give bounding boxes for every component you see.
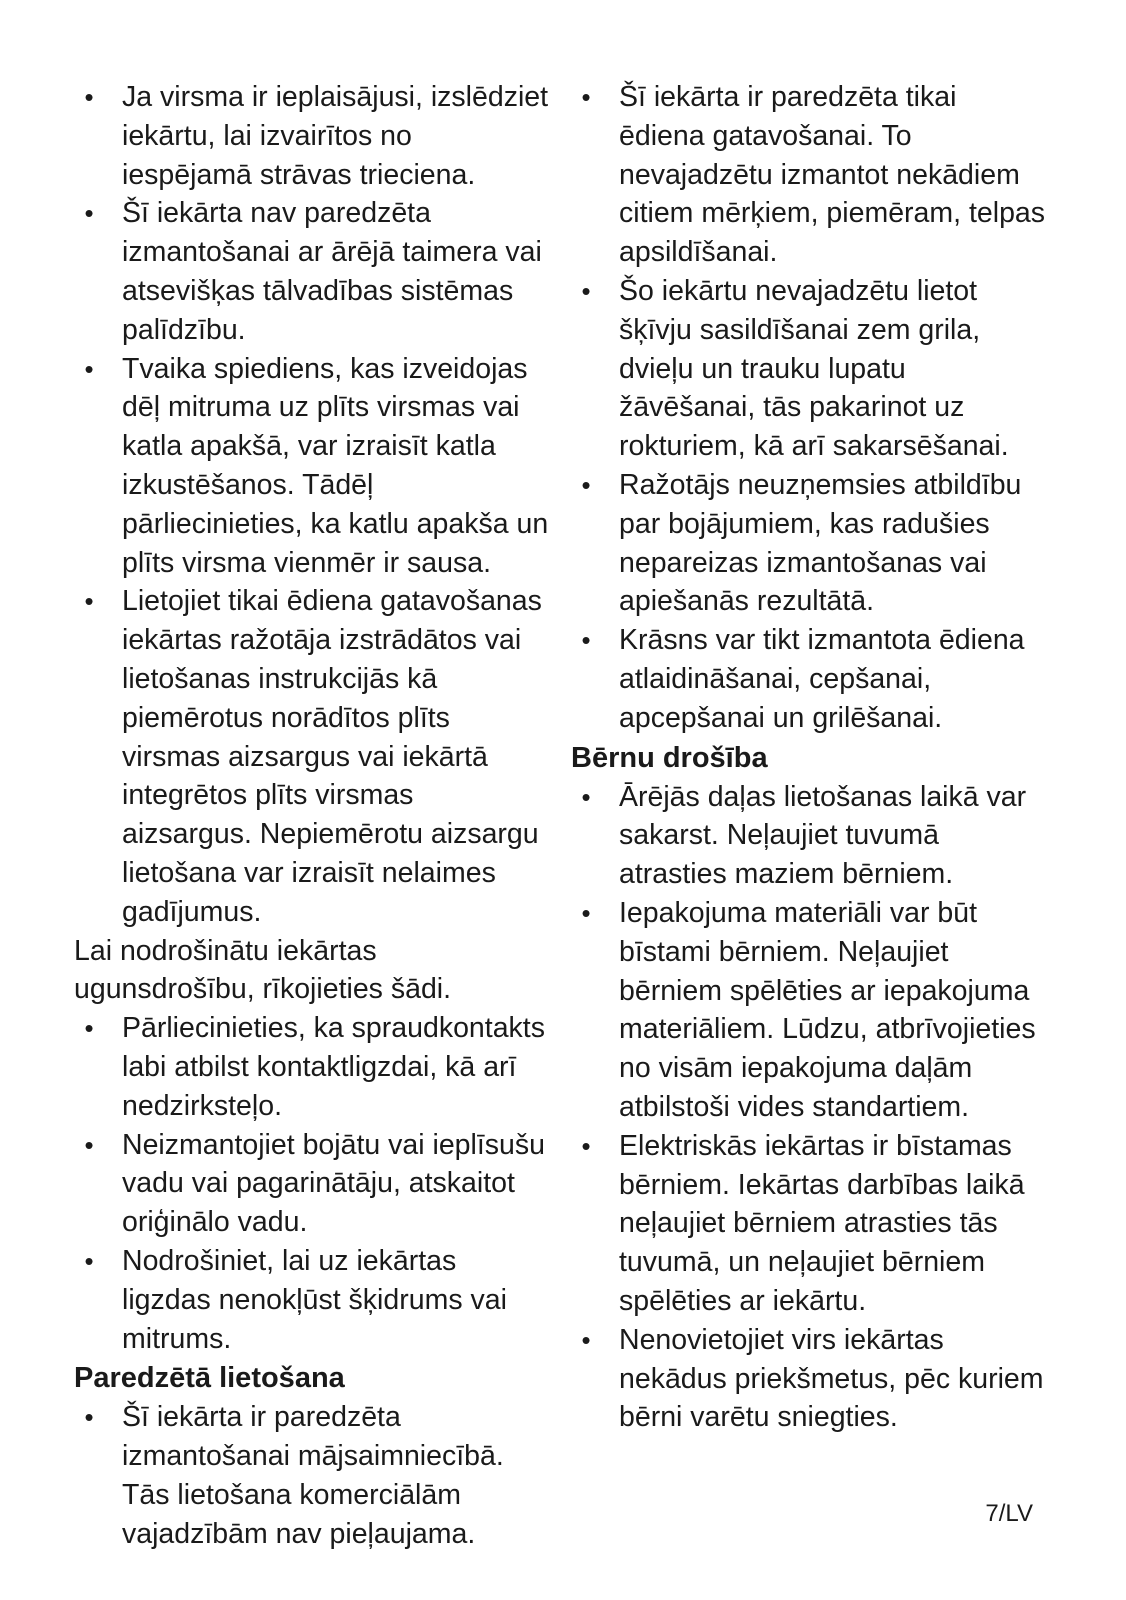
list-item <box>74 350 549 583</box>
fire-safety-paragraph: Lai nodrošinātu iekārtas ugunsdrošību, rīkojieties šādi. <box>74 934 452 1006</box>
list-item <box>571 1127 1046 1321</box>
list-item-text: Nenovietojiet virs iekārtas nekādus priekšmetus, pēc kuriem bērni varētu sniegties. <box>619 1323 1044 1434</box>
list-item-text: Neizmantojiet bojātu vai ieplīsušu vadu vai pagarinātāju, atskaitot oriģinālo vadu. <box>122 1128 545 1239</box>
list-item-text: Tvaika spiediens, kas izveidojas dēļ mitruma uz plīts virsmas vai katla apakšā, var izraisīt katla izkustēšanos. Tādēļ pārliecinieties, ka katlu apakša un plīts virsma vienmēr ir sausa. <box>122 352 549 579</box>
bullet-list <box>74 1009 549 1358</box>
bullet-icon: • <box>84 1245 94 1276</box>
bullet-icon: • <box>581 897 591 928</box>
list-item <box>74 78 549 194</box>
section-heading-child-safety: Bērnu drošība <box>571 741 768 774</box>
list-item <box>571 1321 1046 1437</box>
bullet-icon: • <box>84 198 94 229</box>
list-item <box>74 1009 549 1125</box>
list-item <box>571 466 1046 621</box>
bullet-icon: • <box>581 275 591 306</box>
bullet-icon: • <box>581 469 591 500</box>
list-item-text: Lietojiet tikai ēdiena gatavošanas iekārtas ražotāja izstrādātos vai lietošanas instrukcijās kā piemērotus norādītos plīts virsmas aizsargus vai iekārtā integrētos plīts virsmas aizsargus. Nepiemērotu aizsargu lietošana var izraisīt nelaimes gadījumus. <box>122 585 542 928</box>
list-item-text: Iepakojuma materiāli var būt bīstami bērniem. Neļaujiet bērniem spēlēties ar iepakojuma materiāliem. Lūdzu, atbrīvojieties no visām iepakojuma daļām atbilstoši vides standartiem. <box>619 896 1036 1123</box>
bullet-icon: • <box>84 353 94 384</box>
list-item <box>571 894 1046 1127</box>
list-item <box>74 194 549 349</box>
list-item-text: Šī iekārta ir paredzēta izmantošanai mājsaimniecībā. Tās lietošana komerciālām vajadzībām nav pieļaujama. <box>122 1401 504 1550</box>
list-item <box>571 78 1046 272</box>
bullet-icon: • <box>581 781 591 812</box>
list-item <box>571 778 1046 894</box>
list-item <box>571 272 1046 466</box>
bullet-icon: • <box>581 625 591 656</box>
bullet-list <box>571 778 1046 1438</box>
list-item-text: Ārējās daļas lietošanas laikā var sakarst. Neļaujiet tuvumā atrasties maziem bērniem. <box>619 780 1027 891</box>
section-heading-intended-use: Paredzētā lietošana <box>74 1362 345 1395</box>
right-column <box>571 78 1046 1437</box>
list-item-text: Šo iekārtu nevajadzētu lietot šķīvju sasildīšanai zem grila, dvieļu un trauku lupatu žāvēšanai, tās pakarinot uz rokturiem, kā arī sakarsēšanai. <box>619 274 1009 463</box>
bullet-list <box>571 78 1046 738</box>
bullet-list <box>74 78 549 932</box>
list-item <box>74 1398 549 1553</box>
bullet-list <box>74 1398 549 1553</box>
list-item-text: Krāsns var tikt izmantota ēdiena atlaidināšanai, cepšanai, apcepšanai un grilēšanai. <box>619 624 1025 734</box>
list-item <box>571 621 1046 737</box>
bullet-icon: • <box>84 82 94 112</box>
list-item-text: Nodrošiniet, lai uz iekārtas ligzdas nenokļūst šķidrums vai mitrums. <box>122 1244 507 1355</box>
bullet-icon: • <box>84 1129 94 1160</box>
page-number: 7/LV <box>985 1500 1033 1527</box>
bullet-icon: • <box>581 1130 591 1161</box>
list-item-text: Šī iekārta nav paredzēta izmantošanai ar ārējā taimera vai atsevišķas tālvadības sistēmas palīdzību. <box>122 197 542 346</box>
list-item <box>74 1126 549 1242</box>
bullet-icon: • <box>581 1324 591 1355</box>
bullet-icon: • <box>84 586 94 617</box>
left-column <box>74 78 549 1553</box>
list-item-text: Ja virsma ir ieplaisājusi, izslēdziet iekārtu, lai izvairītos no iespējamā strāvas trieciena. <box>122 81 549 191</box>
bullet-icon: • <box>581 82 591 112</box>
bullet-icon: • <box>84 1013 94 1044</box>
list-item-text: Ražotājs neuzņemsies atbildību par bojājumiem, kas radušies nepareizas izmantošanas vai apiešanās rezultātā. <box>619 468 1022 618</box>
list-item <box>74 1242 549 1358</box>
list-item-text: Elektriskās iekārtas ir bīstamas bērniem. Iekārtas darbības laikā neļaujiet bērniem atrasties tās tuvumā, un neļaujiet bērniem spēlēties ar iekārtu. <box>619 1129 1025 1317</box>
list-item <box>74 582 549 931</box>
list-item-text: Šī iekārta ir paredzēta tikai ēdiena gatavošanai. To nevajadzētu izmantot nekādiem citiem mērķiem, piemēram, telpas apsildīšanai. <box>619 81 1046 269</box>
bullet-icon: • <box>84 1402 94 1433</box>
list-item-text: Pārliecinieties, ka spraudkontakts labi atbilst kontaktligzdai, kā arī nedzirksteļo. <box>122 1012 545 1122</box>
